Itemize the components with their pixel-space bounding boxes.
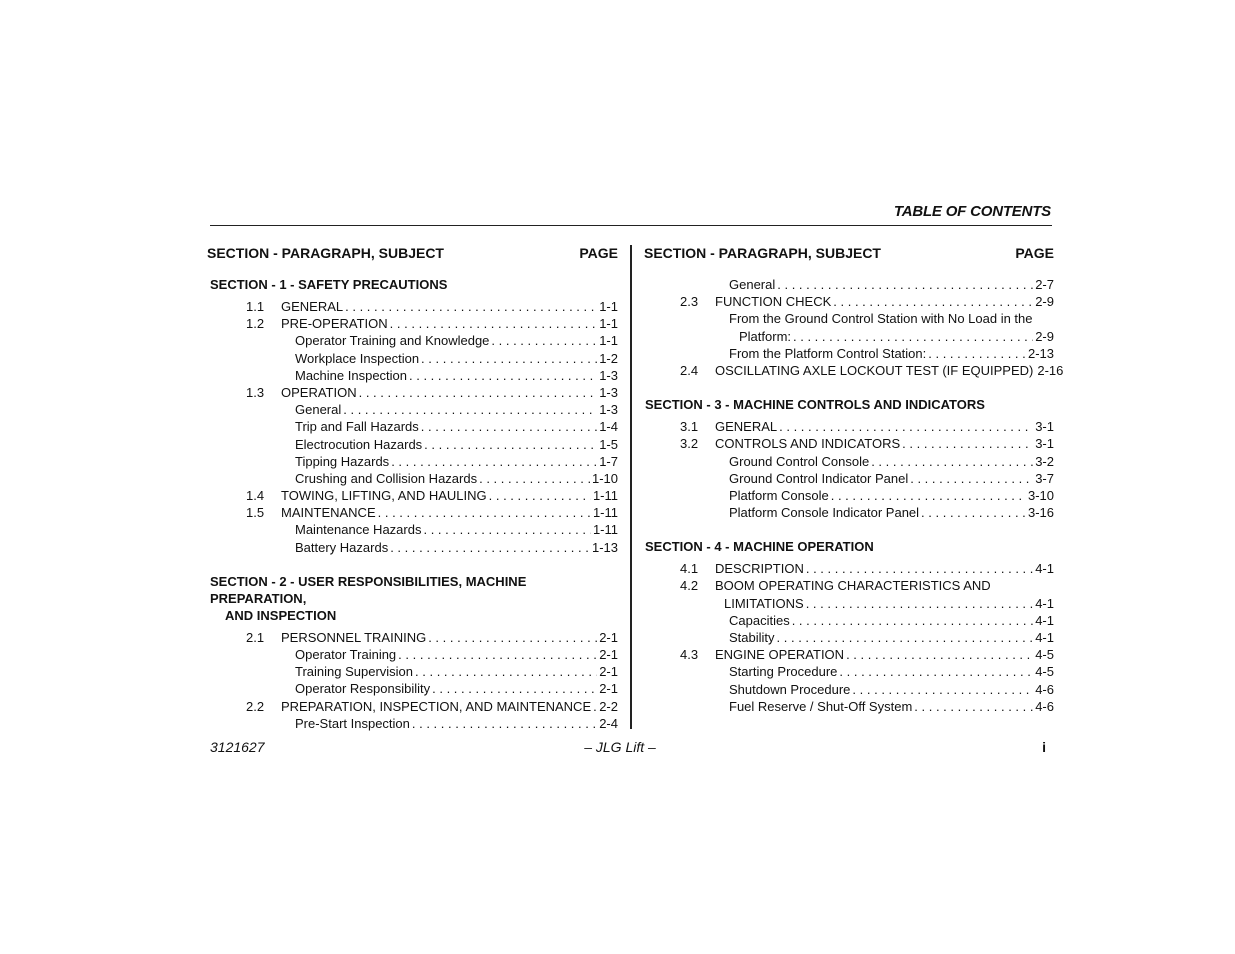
leader-dots [412, 715, 597, 732]
toc-entry[interactable] [644, 470, 1054, 487]
toc-entry-text: Platform Console Indicator Panel [729, 505, 920, 521]
section-4-entries-b [644, 612, 1054, 715]
page-number: i [1042, 739, 1046, 755]
toc-entry[interactable] [644, 646, 1054, 663]
toc-entry-text: Platform: [739, 328, 792, 344]
leader-dots [491, 332, 597, 349]
toc-entry[interactable] [207, 384, 618, 401]
toc-entry-number: 2.1 [246, 629, 265, 645]
toc-entry-page: 2-7 [1035, 277, 1054, 292]
toc-entry[interactable] [644, 345, 1054, 362]
toc-entry[interactable] [207, 470, 618, 487]
page-heading: PAGE [579, 245, 618, 261]
toc-entry-page: 3-7 [1035, 470, 1054, 486]
toc-entry-text: LIMITATIONS [724, 595, 804, 611]
toc-entry-text: PERSONNEL TRAINING [281, 629, 427, 645]
toc-entry-text: BOOM OPERATING CHARACTERISTICS AND [715, 578, 991, 594]
leader-dots [390, 315, 598, 332]
leader-dots [343, 401, 597, 418]
toc-entry-text: Battery Hazards [295, 539, 389, 555]
toc-entry-number: 2.2 [246, 698, 265, 714]
leader-dots [777, 629, 1034, 646]
leader-dots [593, 698, 597, 715]
toc-entry-text: Stability [729, 630, 775, 645]
toc-entry[interactable] [207, 646, 618, 663]
section-2-title-line-1: SECTION - 2 - USER RESPONSIBILITIES, MACHINE PREPARATION, [210, 573, 527, 606]
toc-entry-text: Capacities [729, 612, 790, 628]
toc-entry[interactable] [207, 629, 618, 646]
leader-dots [345, 298, 597, 315]
toc-entry-page: 1-2 [599, 350, 618, 366]
toc-entry-page: 4-1 [1035, 612, 1054, 628]
toc-entry-number: 4.1 [680, 561, 699, 577]
toc-entry-text: Electrocution Hazards [295, 436, 423, 452]
leader-dots [391, 453, 597, 470]
toc-entry-page: 1-13 [591, 539, 618, 555]
toc-entry-text: Ground Control Indicator Panel [729, 470, 909, 486]
toc-entry[interactable] [207, 453, 618, 470]
toc-entry-text: TOWING, LIFTING, AND HAULING [281, 488, 487, 504]
toc-entry-number: 2.3 [680, 294, 699, 310]
toc-entry-text: Pre-Start Inspection [295, 715, 410, 731]
toc-left-column [207, 244, 618, 732]
leader-dots [806, 595, 1034, 612]
toc-entry-text: General [295, 402, 342, 418]
toc-entry-page: 4-5 [1035, 647, 1054, 663]
toc-entry-page: 1-11 [592, 505, 618, 521]
toc-entry[interactable] [207, 521, 618, 538]
section-3-title[interactable]: SECTION - 3 - MACHINE CONTROLS AND INDICATORS [645, 397, 985, 413]
toc-entry-page: 1-4 [599, 419, 618, 435]
leader-dots [910, 470, 1033, 487]
toc-entry-page: 1-1 [599, 333, 618, 349]
toc-entry-text: Starting Procedure [729, 664, 838, 680]
toc-entry[interactable] [644, 681, 1054, 698]
section-4-title[interactable]: SECTION - 4 - MACHINE OPERATION [645, 539, 874, 555]
toc-entry-text: GENERAL [281, 299, 344, 314]
toc-entry-text: ENGINE OPERATION [715, 647, 845, 663]
toc-entry-text: Operator Training [295, 647, 397, 662]
column-heading [644, 244, 1054, 262]
toc-entry-text: GENERAL [715, 419, 778, 435]
toc-entry-text: CONTROLS AND INDICATORS [715, 436, 901, 452]
toc-entry-page: 3-16 [1027, 505, 1054, 521]
toc-entry-continuation[interactable] [644, 595, 1054, 612]
toc-entry-text: From the Platform Control Station: [729, 345, 927, 361]
toc-entry[interactable] [207, 436, 618, 453]
toc-entry-text: Shutdown Procedure [729, 681, 851, 697]
leader-dots [914, 698, 1033, 715]
page-header-title: TABLE OF CONTENTS [893, 203, 1051, 220]
toc-entry[interactable] [644, 310, 1054, 327]
section-1-title[interactable]: SECTION - 1 - SAFETY PRECAUTIONS [210, 277, 448, 292]
leader-dots [359, 384, 598, 401]
section-paragraph-subject-heading: SECTION - PARAGRAPH, SUBJECT [644, 245, 881, 261]
section-1-entries [207, 298, 618, 556]
leader-dots [833, 293, 1033, 310]
toc-entry[interactable] [207, 298, 618, 315]
toc-entry-text: Operator Training and Knowledge [295, 333, 490, 349]
toc-entry[interactable] [644, 435, 1054, 452]
toc-entry[interactable] [207, 487, 618, 504]
section-2-continued-entries-2 [644, 345, 1064, 379]
section-2-entries [207, 629, 618, 732]
toc-entry-text: Operator Responsibility [295, 681, 431, 697]
toc-entry-page: 4-1 [1035, 561, 1054, 577]
column-divider [630, 245, 632, 729]
toc-entry-text: OSCILLATING AXLE LOCKOUT TEST (IF EQUIPPED) [715, 362, 1034, 378]
leader-dots [423, 521, 590, 538]
toc-entry-text: Platform Console [729, 487, 829, 503]
toc-entry[interactable] [207, 401, 618, 418]
toc-entry-page: 1-11 [592, 488, 618, 504]
toc-entry-page: 3-1 [1035, 419, 1054, 435]
toc-entry-page: 1-1 [599, 299, 618, 314]
toc-entry-text: Tipping Hazards [295, 453, 390, 469]
toc-entry-number: 1.3 [246, 384, 265, 400]
toc-entry-page: 2-16 [1037, 362, 1064, 378]
leader-dots [839, 663, 1033, 680]
toc-entry[interactable] [207, 332, 618, 349]
toc-entry-page: 3-1 [1035, 436, 1054, 452]
toc-entry-page: 2-2 [599, 698, 618, 714]
leader-dots [846, 646, 1033, 663]
toc-right-column [644, 244, 1064, 715]
toc-entry-page: 4-6 [1035, 681, 1054, 697]
leader-dots [398, 646, 597, 663]
toc-entry[interactable] [207, 680, 618, 697]
toc-entry-page: 2-4 [599, 715, 618, 731]
toc-entry-page: 2-1 [599, 681, 618, 697]
toc-entry[interactable] [207, 663, 618, 680]
toc-entry-page: 4-1 [1035, 595, 1054, 611]
section-2-continued-entries [644, 276, 1054, 310]
toc-entry-number: 1.2 [246, 316, 265, 332]
toc-entry[interactable] [644, 487, 1054, 504]
toc-entry-page: 1-11 [592, 522, 618, 538]
document-number: 3121627 [210, 739, 265, 755]
toc-entry-text: PRE-OPERATION [281, 316, 388, 332]
toc-entry-text: MAINTENANCE [281, 505, 376, 521]
leader-dots [390, 539, 590, 556]
toc-entry-text: Trip and Fall Hazards [295, 419, 419, 435]
toc-entry-page: 2-9 [1035, 294, 1054, 310]
toc-entry-number: 3.1 [680, 419, 699, 435]
toc-entry[interactable] [644, 663, 1054, 680]
leader-dots [378, 504, 591, 521]
leader-dots [479, 470, 590, 487]
toc-entry-number: 2.4 [680, 362, 699, 378]
section-paragraph-subject-heading: SECTION - PARAGRAPH, SUBJECT [207, 245, 444, 261]
toc-entry-page: 4-6 [1035, 698, 1054, 714]
toc-entry-page: 1-7 [599, 453, 618, 469]
toc-entry-page: 1-3 [599, 402, 618, 418]
toc-entry-number: 1.1 [246, 299, 265, 314]
section-2-title-line-2: AND INSPECTION [225, 607, 337, 623]
leader-dots [489, 487, 591, 504]
leader-dots [424, 436, 597, 453]
toc-entry-number: 1.4 [246, 488, 265, 504]
toc-entry[interactable] [644, 577, 1054, 594]
toc-entry-page: 2-1 [599, 664, 618, 680]
toc-entry-text: Fuel Reserve / Shut-Off System [729, 698, 913, 714]
leader-dots [793, 328, 1033, 345]
toc-entry[interactable] [207, 715, 618, 732]
column-heading [207, 244, 618, 262]
toc-entry-page: 2-1 [599, 629, 618, 645]
toc-entry-text: Workplace Inspection [295, 350, 420, 366]
leader-dots [852, 681, 1033, 698]
leader-dots [415, 663, 597, 680]
toc-entry-text: Training Supervision [295, 664, 414, 680]
toc-entry[interactable] [644, 293, 1054, 310]
toc-entry[interactable] [644, 418, 1054, 435]
footer-brand: – JLG Lift – [584, 739, 656, 755]
section-3-entries [644, 418, 1054, 521]
leader-dots [777, 276, 1033, 293]
toc-entry-text: Maintenance Hazards [295, 522, 422, 538]
toc-entry-page: 4-5 [1035, 664, 1054, 680]
toc-entry-page: 4-1 [1035, 630, 1054, 645]
toc-entry[interactable] [207, 698, 618, 715]
toc-entry-text: General [729, 277, 776, 292]
toc-entry-page: 2-1 [599, 647, 618, 662]
toc-entry-number: 3.2 [680, 436, 699, 452]
toc-entry-page: 1-3 [599, 384, 618, 400]
leader-dots [871, 453, 1033, 470]
toc-entry-page: 1-5 [599, 436, 618, 452]
leader-dots [806, 560, 1033, 577]
leader-dots [421, 418, 597, 435]
leader-dots [421, 350, 597, 367]
toc-entry-page: 3-2 [1035, 453, 1054, 469]
leader-dots [902, 435, 1033, 452]
leader-dots [779, 418, 1033, 435]
toc-entry-number: 4.3 [680, 647, 699, 663]
toc-entry-page: 2-13 [1027, 345, 1054, 361]
leader-dots [831, 487, 1026, 504]
leader-dots [928, 345, 1026, 362]
toc-entry[interactable] [644, 629, 1054, 646]
toc-entry[interactable] [644, 612, 1054, 629]
section-4-entries-a [644, 560, 1054, 577]
toc-entry[interactable] [207, 418, 618, 435]
toc-entry-text: OPERATION [281, 384, 357, 400]
leader-dots [428, 629, 597, 646]
toc-entry-number: 1.5 [246, 505, 265, 521]
toc-entry-text: Ground Control Console [729, 453, 870, 469]
toc-entry-text: DESCRIPTION [715, 561, 804, 577]
toc-entry-text: PREPARATION, INSPECTION, AND MAINTENANCE [281, 698, 592, 714]
toc-entry[interactable] [644, 276, 1054, 293]
toc-entry[interactable] [207, 539, 618, 556]
toc-entry-page: 1-3 [599, 367, 618, 383]
leader-dots [792, 612, 1034, 629]
leader-dots [921, 504, 1026, 521]
toc-entry[interactable] [207, 315, 618, 332]
toc-entry-number: 4.2 [680, 578, 699, 594]
toc-entry-text: FUNCTION CHECK [715, 294, 832, 310]
toc-entry[interactable] [644, 453, 1054, 470]
toc-entry-page: 2-9 [1035, 328, 1054, 344]
toc-entry[interactable] [644, 698, 1054, 715]
toc-entry[interactable] [207, 504, 618, 521]
page-heading: PAGE [1015, 245, 1054, 261]
toc-entry-page: 3-10 [1027, 487, 1054, 503]
toc-entry-page: 1-10 [591, 470, 618, 486]
leader-dots [432, 680, 597, 697]
toc-entry-text: Machine Inspection [295, 367, 408, 383]
toc-entry[interactable] [207, 350, 618, 367]
toc-entry[interactable] [207, 367, 618, 384]
toc-entry[interactable] [644, 504, 1054, 521]
leader-dots [409, 367, 597, 384]
toc-entry[interactable] [644, 362, 1064, 379]
toc-entry[interactable] [644, 560, 1054, 577]
toc-entry-page: 1-1 [599, 316, 618, 332]
toc-entry-text: Crushing and Collision Hazards [295, 470, 478, 486]
toc-entry[interactable] [644, 328, 1054, 345]
toc-entry-text: From the Ground Control Station with No Load in the [729, 311, 1033, 327]
section-2-title[interactable] [210, 573, 618, 624]
header-rule [210, 225, 1052, 226]
